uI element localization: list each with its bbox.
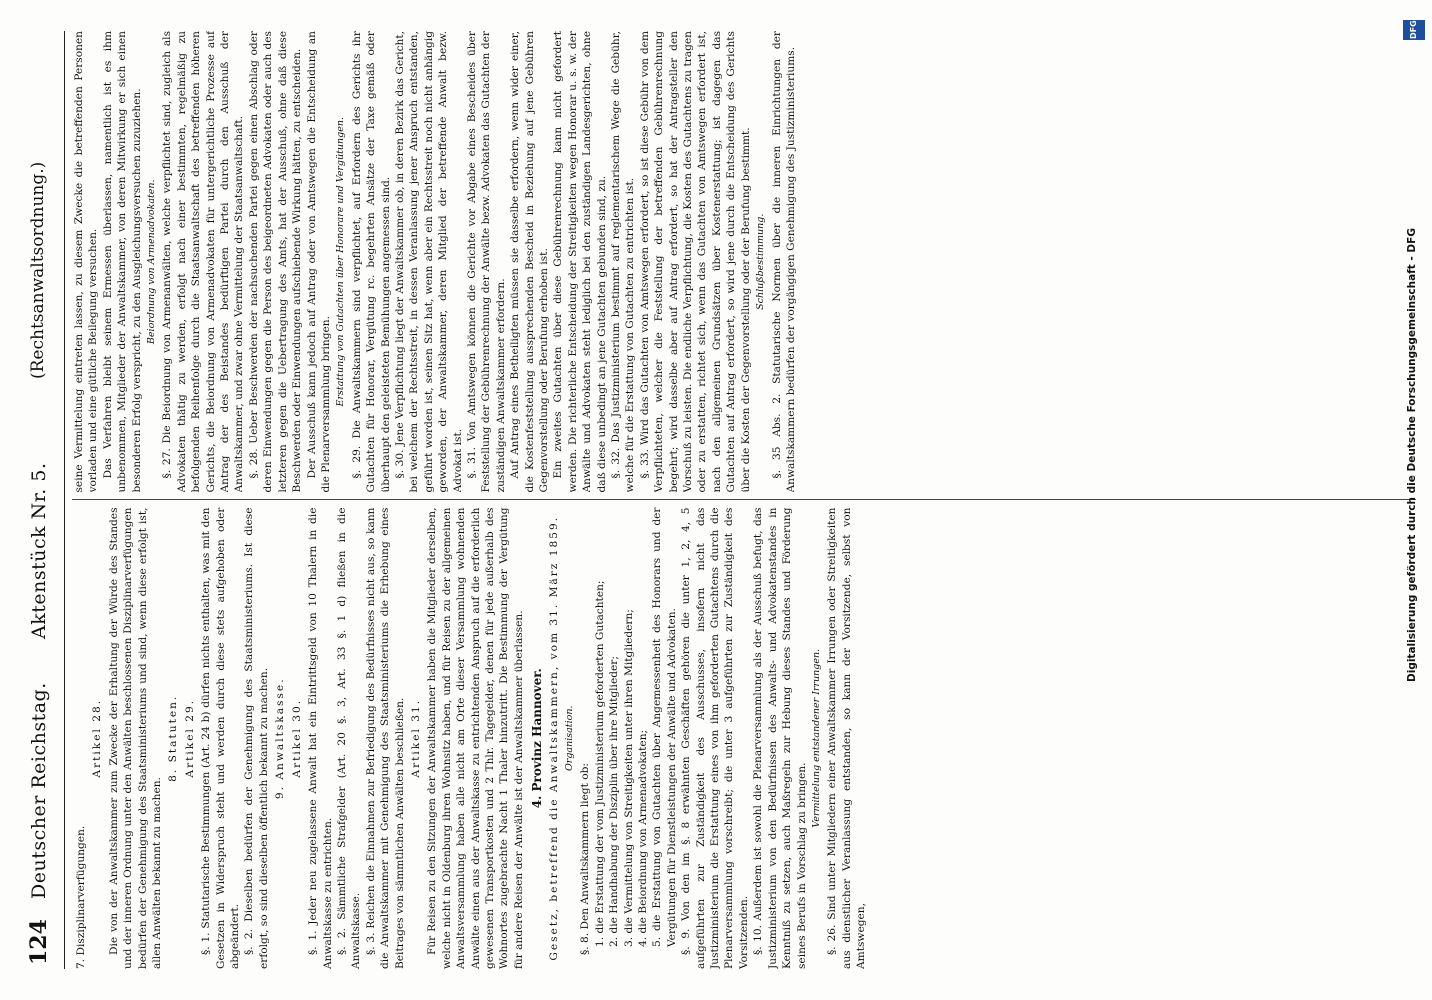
article-heading: Artikel 30.	[290, 698, 303, 778]
column-divider	[72, 500, 1416, 501]
paragraph: §. 1. Jeder neu zugelassene Anwalt hat ein Eintrittsgeld von 10 Thalern in die Anwaltskasse zu entrichten.	[307, 507, 334, 969]
header-left-title: Deutscher Reichstag.	[28, 682, 50, 899]
paragraph: Für Reisen zu den Sitzungen der Anwaltskammer haben die Mitglieder derselben, welche nicht in Oldenburg ihren Wohnsitz haben, und für Reisen zu der allgemeinen Anwaltsversammlung haben alle nicht am Orte dieser Versammlung wohnenden Anwälte einen aus der Anwaltskasse zu entrichtenden Anspruch auf die erforderlich gewesenen Transportkosten und 2 Thlr. Tagegelder, denen für jede außerhalb des Wohnortes zugebrachte Nacht 1 Thaler hinzutritt. Die Bestimmung der Vergütung für andere Reisen der Anwälte ist der Anwaltskammer überlassen.	[426, 507, 525, 969]
page-header	[20, 31, 65, 969]
paragraph: §. 3. Reichen die Einnahmen zur Befriedigung des Bedürfnisses nicht aus, so kann die Anwaltskammer mit Genehmigung des Staatsministeriums die Erhebung eines Beitrages von sämmtlichen Anwälten beschließen.	[364, 507, 406, 969]
right-column	[72, 31, 1416, 493]
paragraph: Das Verfahren bleibt seinem Ermessen überlassen, namentlich ist es ihm unbenommen, Mitglieder der Anwaltskammer, von deren Mitwirkung er sich einen besonderen Erfolg verspricht, zu den Ausgleichungsversuchen zuzuziehen.	[101, 31, 143, 493]
left-column	[72, 508, 1416, 970]
list-item: 1. die Erstattung der vom Justizministerium geforderten Gutachten;	[593, 580, 606, 947]
paragraph: §. 32. Das Justizministerium bestimmt auf reglementarischem Wege die Gebühr, welche für die Erstattung von Gutachten zu entrichten ist.	[610, 31, 637, 493]
subheading: Schlußbestimmung.	[755, 213, 767, 310]
paragraph: seine Vermittelung eintreten lassen, zu diesem Zwecke die betreffenden Personen vorladen und eine gütliche Beilegung versuchen.	[73, 31, 100, 493]
list-item: 3. die Vermittelung von Streitigkeiten unter ihren Mitgliedern;	[622, 609, 635, 947]
subheading: Erstattung von Gutachten über Honorare und Vergütungen.	[335, 117, 347, 407]
paragraph: §. 2. Sämmtliche Strafgelder (Art. 20 §. 3, Art. 33 §. 1 d) fließen in die Anwaltskasse.	[335, 507, 363, 969]
paragraph: §. 29. Die Anwaltskammern sind verpflichtet, auf Erfordern des Gerichts ihr Gutachten für Honorar, Vergütung rc. begehrten Ansätze der Taxe gemäß oder überhaupt den geleisteten Bemühungen angemessen sind.	[350, 31, 392, 493]
subheading: Vermittelung entstandener Irrungen.	[810, 648, 822, 828]
paragraph: §. 30. Jene Verpflichtung liegt der Anwaltskammer ob, in deren Bezirk das Gericht, bei welchem der Rechtsstreit, in dessen Veranlassung jener Anspruch entstanden, geführt worden ist, seinen Sitz hat, wenn aber ein Rechtsstreit noch nicht anhängig geworden, der Anwaltskammer, deren Mitglied der betreffende Anwalt bezw. Advokat ist.	[393, 31, 464, 493]
paragraph: §. 28. Ueber Beschwerden der nachsuchenden Partei gegen einen Abschlag oder deren Einwendungen gegen die Person des beigeordneten Advokaten oder auch des letzteren gegen die Uebertragung des Amts, hat der Ausschuß, ohne daß diese Beschwerden oder Einwendungen aufschiebende Wirkung hätten, zu entscheiden.	[247, 31, 304, 493]
header-center-title: Aktenstück Nr. 5.	[28, 462, 50, 639]
subheading: Beiordnung von Armenadvokaten.	[146, 179, 158, 345]
paragraph: Ein zweites Gutachten über diese Gebührenrechnung kann nicht gefordert werden. Die richterliche Entscheidung der Streitigkeiten wegen Honorar u. s. w. der Anwälte und Advokaten steht lediglich bei den zuständigen Landesgerichten, ohne daß diese unbedingt an jene Gutachten gebunden sind, zu.	[552, 31, 608, 493]
paragraph: Die von der Anwaltskammer zum Zwecke der Erhaltung der Würde des Standes und der inneren Ordnung unter den Anwälten beschlossenen Disziplinarverfügungen bedürfen der Genehmigung des Staatsministeriums und sind, wenn diese erfolgt ist, allen Anwälten bekannt zu machen.	[107, 507, 164, 969]
paragraph: §. 2. Dieselben bedürfen der Genehmigung des Staatsministeriums. Ist diese erfolgt, so sind dieselben öffentlich bekannt zu machen.	[243, 507, 270, 969]
paragraph: §. 10. Außerdem ist sowohl die Plenarversammlung als der Ausschuß befugt, das Justizministerium von den Bedürfnissen des Anwalts- und Advokatenstandes in Kenntniß zu setzen, auch Maßregeln zur Hebung dieses Standes und Förderung seines Berufs in Vorschlag zu bringen.	[752, 507, 808, 969]
section-heading: 8. Statuten.	[167, 694, 180, 782]
list-item: 2. die Handhabung der Disziplin über ihre Mitglieder;	[608, 656, 621, 947]
text-columns	[72, 31, 1416, 969]
paragraph: §. 33. Wird das Gutachten von Amtswegen erfordert, so ist diese Gebühr von dem Verpflichteten, welcher die Feststellung der betreffenden Gebührenrechnung begehrt; wird dasselbe aber auf Antrag erfordert, so hat der Antragsteller den Vorschuß zu leisten. Die endliche Verpflichtung, die Kosten des Gutachtens zu tragen oder zu erstatten, richtet sich, wenn das Gutachten von Amtswegen erfordert ist, nach den allgemeinen Grundsätzen über Kostenerstattung; ist dagegen das Gutachten auf Antrag erfordert, so wird jene durch die Entscheidung des Gerichts über die Kosten der Gegenvorstellung oder der Berufung bestimmt.	[638, 31, 752, 493]
digitization-stamp	[1402, 22, 1428, 682]
subheading: Organisation.	[564, 705, 575, 771]
paragraph: §. 9. Von den im §. 8 erwähnten Geschäften gehören die unter 1, 2, 4, 5 aufgeführten zur Zuständigkeit des Ausschusses, insofern nicht das Justizministerium die Erstattung eines von ihm geforderten Gutachtens durch die Plenarversammlung vorschreibt; die unter 3 aufgeführten zur Zuständigkeit des Vorsitzenden.	[680, 507, 750, 969]
section-heading: 9. Anwaltskasse.	[274, 677, 287, 800]
list-item: 5. die Erstattung von Gutachten über Angemessenheit des Honorars und der Vergütungen für Dienstleistungen der Anwälte und Advokaten.	[651, 507, 678, 947]
paragraph: §. 35 Abs. 2. Statutarische Normen über die inneren Einrichtungen der Anwaltskammern bedürfen der vorgängigen Genehmigung des Justizministeriums.	[770, 31, 797, 493]
paragraph: Der Ausschuß kann jedoch auf Antrag oder von Amtswegen die Entscheidung an die Plenarversammlung bringen.	[305, 31, 332, 493]
article-heading: Artikel 28.	[91, 698, 104, 778]
stamp-text: Digitalisierung gefördert durch die Deutsche Forschungsgemeinschaft - DFG	[1406, 228, 1418, 682]
paragraph: §. 31. Von Amtswegen können die Gerichte vor Abgabe eines Bescheides über Feststellung der Gebührenrechnung der Anwälte bezw. Advokaten das Gutachten der zuständigen Anwaltskammer erfordern.	[465, 31, 507, 493]
paragraph: Auf Antrag eines Betheiligten müssen sie dasselbe erfordern, wenn wider einer, die Kostenfeststellung aussprechenden Bescheid in Beziehung auf jene Gebühren Gegenvorstellung oder Berufung erhoben ist.	[509, 31, 550, 493]
province-heading: 4. Provinz Hannover.	[530, 668, 545, 809]
page-number: 124	[26, 919, 52, 965]
header-right-title: (Rechtsanwaltsordnung.)	[28, 161, 48, 379]
dfg-logo: DFG	[1403, 20, 1425, 40]
section-heading: 7. Disziplinarverfügungen.	[75, 825, 87, 969]
rotated-document-page	[20, 25, 1420, 975]
article-heading: Artikel 29.	[183, 698, 196, 778]
paragraph: §. 26. Sind unter Mitgliedern einer Anwaltskammer Irrungen oder Streitigkeiten aus dienstlicher Veranlassung entstanden, so kann der Vorsitzende, selbst von Amtswegen,	[826, 507, 868, 969]
paragraph: §. 8. Den Anwaltskammern liegt ob:	[579, 763, 592, 955]
article-heading: Artikel 31.	[409, 698, 422, 778]
paragraph: §. 1. Statutarische Bestimmungen (Art. 24 b) dürfen nichts enthalten, was mit den Gesetzen in Widerspruch steht und werden durch diese stets aufgehoben oder abgeändert.	[200, 507, 242, 969]
list-item: 4. die Beiordnung von Armenadvokaten;	[637, 729, 650, 947]
paragraph: §. 27. Die Beiordnung von Armenanwälten, welche verpflichtet sind, zugleich als Advokaten thätig zu werden, erfolgt nach einer bestimmten, regelmäßig zu befolgenden Reihenfolge durch die Staatsanwaltschaft des betreffenden höheren Gerichts, die Beiordnung von Armenadvokaten für untergerichtliche Prozesse auf Antrag der des Beistandes bedürftigen Partei durch den Ausschuß der Anwaltskammer, und zwar ohne Vermittelung der Staatsanwaltschaft.	[161, 31, 246, 493]
law-title: Gesetz, betreffend die Anwaltskammern, vom 31. März 1859.	[547, 515, 560, 961]
